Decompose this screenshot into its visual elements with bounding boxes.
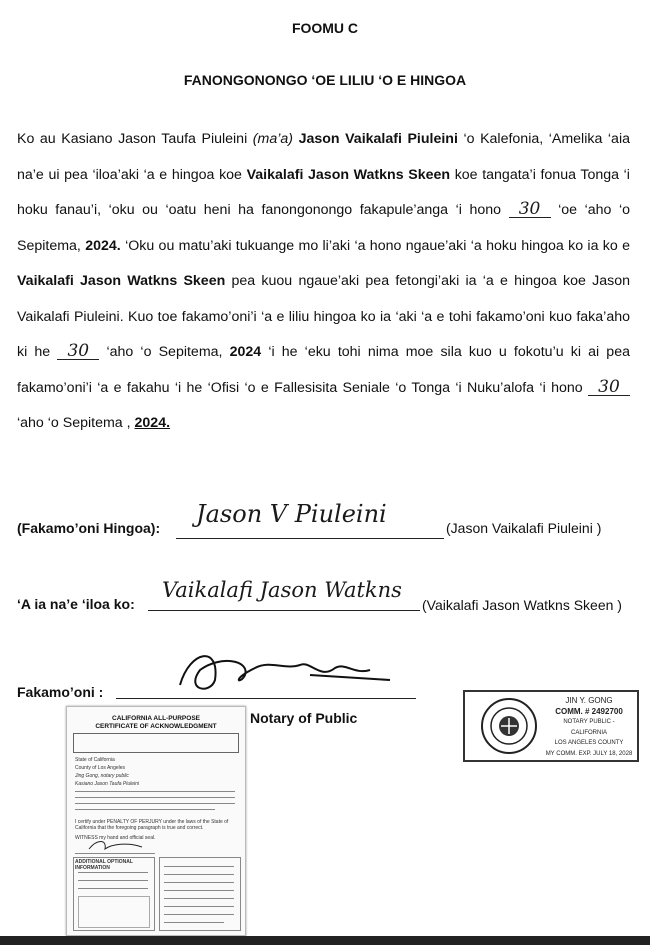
cert-county: County of Los Angeles — [75, 765, 126, 771]
body-p9: ‘aho ‘o Sepitema , — [17, 415, 131, 431]
body-p2-bold: Vaikalafi Jason Watkns Skeen — [246, 166, 451, 183]
body-p1: Ko au Kasiano Jason Taufa Piuleini — [17, 131, 248, 147]
cert-witness: WITNESS my hand and official seal. — [75, 835, 156, 841]
cert-optional-heading: ADDITIONAL OPTIONAL INFORMATION — [75, 859, 133, 871]
body-p7-bold: 2024 — [229, 344, 262, 360]
acknowledgment-certificate — [66, 706, 246, 936]
handwritten-day-1: 30 — [509, 201, 551, 218]
cert-heading-1: CALIFORNIA ALL-PURPOSE — [112, 715, 200, 722]
witness-label: Fakamo’oni : — [17, 684, 104, 700]
known-as-signature: Vaikalafi Jason Watkns — [162, 578, 402, 602]
declaration-body — [17, 122, 630, 442]
body-p5-bold: Vaikalafi Jason Watkns Skeen — [17, 273, 226, 289]
known-as-label: ‘A ia na’e ‘iloa ko: — [17, 596, 135, 612]
body-p7: ‘aho ‘o Sepitema, — [106, 344, 223, 360]
known-as-printed-name: (Vaikalafi Jason Watkns Skeen ) — [422, 597, 622, 613]
stamp-expires: MY COMM. EXP. JULY 18, 2028 — [545, 750, 633, 757]
body-p2: ‘o Kalefonia, ‘Amelika ‘aia na’e ui pea ‘iloa’aki ‘a e hingoa koe — [17, 131, 630, 183]
cert-signature — [87, 839, 147, 853]
notary-label: Notary of Public — [250, 710, 358, 726]
document-title: FANONGONONGO ‘OE LILIU ‘O E HINGOA — [183, 72, 467, 88]
cert-optional-box — [73, 857, 155, 931]
body-p9-bold: 2024. — [134, 415, 171, 431]
body-p6: pea kuou ngaue’aki pea fetongi’aki ia ‘a e hingoa koe Jason Vaikalafi Piuleini. Kuo toe fakamo’oni’i ‘a e liliu hingoa ko ia ‘aki ‘a e tohi fakamo’oni kuo faka’aho ki he — [17, 273, 630, 360]
cert-instructions-box — [159, 857, 241, 931]
cert-perjury: I certify under PENALTY OF PERJURY under the laws of the State of California that the foregoing paragraph is true and correct. — [75, 819, 229, 831]
stamp-county: LOS ANGELES COUNTY — [554, 740, 624, 746]
body-p4: ‘oe ‘aho ‘o Sepitema, — [17, 202, 630, 254]
stamp-name: JIN Y. GONG — [565, 696, 613, 705]
signer-signature: Jason V Piuleini — [196, 500, 387, 528]
notary-seal-icon — [479, 696, 539, 756]
cert-notice-box — [73, 733, 239, 753]
body-p3: koe tangata’i fonua Tonga ‘i hoku fanau’i, ‘oku ou ‘oatu heni ha fanongonongo fakapule’anga ‘i hono — [17, 166, 630, 218]
body-p4-bold: 2024. — [85, 237, 121, 254]
notary-stamp — [463, 690, 639, 762]
scan-edge — [0, 936, 650, 945]
form-code: FOOMU C — [291, 20, 359, 36]
witness-signature — [160, 640, 400, 700]
stamp-commission: COMM. # 2492700 — [555, 706, 623, 716]
signer-printed-name: (Jason Vaikalafi Piuleini ) — [446, 520, 602, 536]
cert-heading-2: CERTIFICATE OF ACKNOWLEDGMENT — [95, 723, 217, 730]
body-p5: ‘Oku ou matu’aki tukuange mo li’aki ‘a hono ngaue’aki ‘a hoku hingoa ko ia ko e — [125, 237, 630, 254]
cert-personally: Kasiano Jason Taufa Piuleini — [75, 781, 140, 787]
cert-state: State of California — [75, 757, 115, 763]
body-p1-bold: Jason Vaikalafi Piuleini — [298, 131, 458, 147]
stamp-title: NOTARY PUBLIC - CALIFORNIA — [563, 719, 615, 736]
handwritten-day-2: 30 — [57, 343, 99, 360]
handwritten-day-3: 30 — [588, 379, 630, 396]
signer-label: (Fakamo’oni Hingoa): — [17, 520, 161, 536]
cert-before: Jing Gong, notary public — [75, 773, 129, 779]
body-p1-italic: (ma’a) — [252, 131, 293, 147]
body-p8: ‘i he ‘eku tohi nima moe sila kuo u fokotu’u ki ai pea fakamo’oni’i ‘a e fakahu ‘i he ‘Ofisi ‘o e Fallesisita Seniale ‘o Tonga ‘i Nuku’alofa ‘i hono — [17, 344, 630, 396]
